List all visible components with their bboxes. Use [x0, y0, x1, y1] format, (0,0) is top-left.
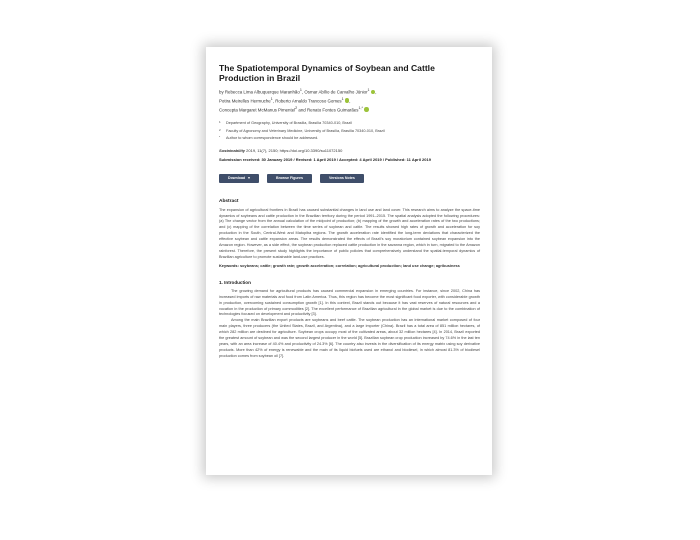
versions-notes-button[interactable]: Versions Notes	[320, 174, 364, 183]
orcid-icon[interactable]	[364, 107, 369, 112]
keywords-label: Keywords:	[219, 262, 239, 268]
browse-figures-button[interactable]: Browse Figures	[267, 174, 312, 183]
author-link[interactable]: Osmar Abílio de Carvalho Júnior	[304, 89, 368, 95]
abstract-heading: Abstract	[219, 198, 239, 204]
author-link[interactable]: Rebecca Lima Albuquerque Maranhão	[224, 89, 300, 95]
author-sup: 2	[295, 105, 298, 110]
author-sup: 1	[299, 88, 302, 93]
author-sup: 1,*	[358, 105, 363, 110]
author-sup: 1	[341, 97, 344, 102]
paper-page	[206, 47, 492, 475]
paper-title: The Spatiotemporal Dynamics of Soybean and Cattle Production in Brazil	[219, 63, 435, 84]
download-button[interactable]	[219, 174, 259, 183]
author-link[interactable]: Roberto Arnaldo Trancoso Gomes	[275, 98, 342, 104]
chevron-down-icon: ▾	[248, 175, 250, 180]
author-list: by Rebecca Lima Albuquerque Maranhão$^1$, Osmar Abílio de Carvalho Júnior$^1$ , Potira Meirelles Hermuche$^1$, Roberto Arnaldo Trancoso Gomes$^1$ , Concepta Margaret McManus Pimentel$^2$ and Renato Fontes Guimarães$^{1,*}$	[219, 88, 377, 113]
affiliation-number: 1	[219, 120, 221, 125]
author-link[interactable]: Renato Fontes Guimarães	[306, 107, 359, 113]
affiliation	[219, 127, 480, 134]
keywords-list[interactable]: soybeans; cattle; growth rate; growth acceleration; correlation; agricultural production; land use change; agribusiness	[239, 262, 460, 268]
affiliation-text: Faculty of Agronomy and Veterinary Medicine, University of Brasília, Brasília 70340-010, Brazil	[226, 128, 385, 133]
download-label: Download	[228, 175, 246, 180]
paragraph: Among the main Brazilian export products are soybeans and beef cattle. The soybean production has an international market composed of four main players, three producers (the United States, Brazil, and Argentina), and a large importer (China). Brazil has a total area of 851 million hectares, of which 282 million are destined for agriculture. Soybean crops occupy most of the cultivated areas, about 32 million hectares [4]. In 2014, Brazil exported the greatest amount of soybean and was the second largest producer in the world [5]. Brazilian soybean crop production increased by 74.6% in the last ten years, with an area increase of 40.4% and productivity of 24.3% [6]. The country also invests in the diversification of its energy matrix using soy derivative products. More than 42% of energy is renewable and the main of its liquid biofuels used are ethanol and biodiesel, in which almost 81.3% of biodiesel production comes from soybean oil [7].	[219, 318, 480, 358]
paragraph: The growing demand for agricultural products has caused commercial expansion in emerging countries. For instance, since 2002, China has increased imports of raw materials and food from Latin America. Thus, this region has become the most significant food exporter, with considerable growth in production, overcoming sustained consumption growth [1]. In this context, Brazil stands out because it has vast reserves of natural resources and a vocation in the production of primary commodities [2]. The excellent performance of Brazilian agricultural in the global market is due to the combination of technologies focused on development and productivity [3].	[219, 288, 480, 317]
affiliation-text: Author to whom correspondence should be addressed.	[226, 136, 319, 141]
by-label: by	[219, 89, 224, 95]
affiliation-text: Department of Geography, University of Brasília, Brasília 70340-010, Brazil	[226, 121, 352, 126]
affiliation	[219, 134, 480, 141]
affiliation-number: 2	[219, 127, 221, 132]
affiliations	[219, 119, 480, 141]
affiliation-number: *	[219, 135, 221, 140]
affiliation	[219, 119, 480, 126]
author-link[interactable]: Concepta Margaret McManus Pimentel	[219, 107, 296, 113]
journal-name[interactable]: Sustainability	[219, 147, 246, 153]
author-sup: 1	[270, 97, 273, 102]
citation	[219, 148, 480, 154]
action-buttons	[219, 174, 480, 183]
citation-details[interactable]: 2019, 11(7), 2150; https://doi.org/10.3390/su11072150	[246, 147, 343, 153]
keywords	[219, 263, 480, 269]
introduction-heading: 1. Introduction	[219, 279, 251, 285]
and-label: and	[298, 107, 306, 113]
author-link[interactable]: Potira Meirelles Hermuche	[219, 98, 271, 104]
author-sup: 1	[367, 88, 370, 93]
publication-dates: Submission received: 30 January 2019 / Revised: 1 April 2019 / Accepted: 4 April 2019 / Published: 11 April 2019	[219, 156, 431, 162]
abstract-text: The expansion of agricultural frontiers in Brazil has caused substantial changes in land use and land cover. This research aims to analyze the space-time dynamics of soybeans and cattle production in the Brazilian territory during the period 1991–2015. The spatial analysis adopted the following procedures: (a) The change vector from the annual calculation of the midpoint of production; (b) mapping of the growth and acceleration rates of the two productions; and (c) mapping of the correlation between the time series of soybean and cattle. The results showed high rates of growth and acceleration for soy production in the South, Central-West and Matopiba regions. The growth acceleration rate identified the long-term deviations that characterized the effective soybean and cattle expansion areas. The results demonstrated the effects of Brazil's soy moratorium contained soybean expansion into the Amazon region. However, as a side effect, the soybean production replaced cattle production in the savanna region, which in turn, migrated to the Amazon rainforest. Therefore, the present study highlights the importance of public policies that comprehensively understand the spatial-temporal dynamics of Brazilian agriculture to promote sustainable land-use practices.	[219, 207, 480, 259]
